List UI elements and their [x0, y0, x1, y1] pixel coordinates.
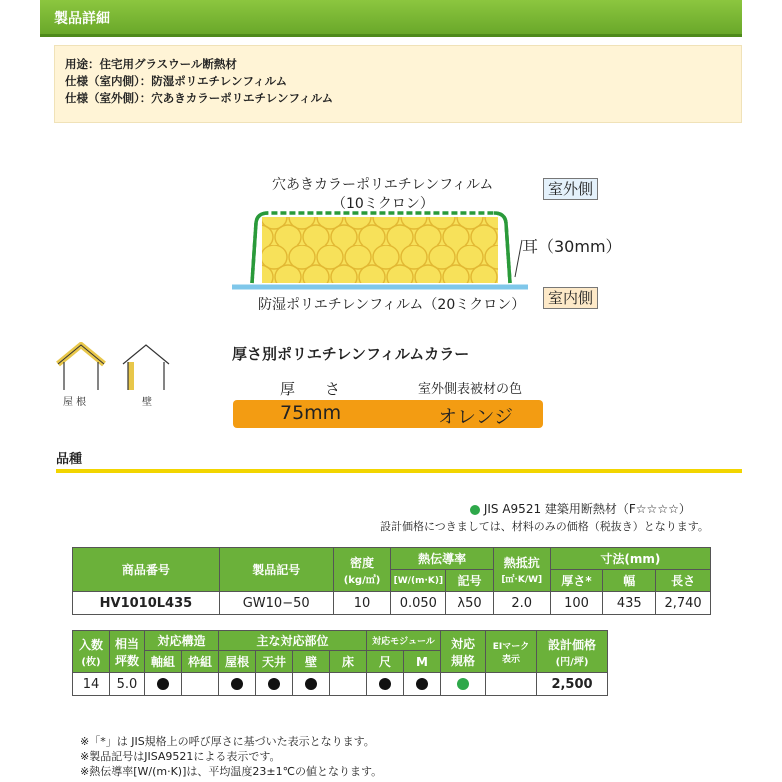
- th-size: 寸法(mm): [550, 548, 710, 570]
- th-width: 幅: [603, 570, 656, 592]
- cell-thermal: 0.050: [391, 592, 446, 615]
- th-floor: 床: [330, 651, 367, 673]
- jis-legend-icon: [470, 505, 480, 515]
- wall-mark-icon: [305, 678, 317, 690]
- note-1: ※「*」は JIS規格上の呼び厚さに基づいた表示となります。: [80, 735, 375, 748]
- section-header-title: 製品詳細: [54, 11, 110, 27]
- cell-ei: [486, 673, 537, 696]
- notes: [80, 734, 382, 779]
- th-thermal: 熱伝導率: [391, 548, 493, 570]
- th-waku: 枠組: [182, 651, 219, 673]
- th-thermal-unit: [W/(m·K)]: [391, 570, 446, 592]
- diagram-top-label: 穴あきカラーポリエチレンフィルム: [272, 177, 494, 193]
- cell-length: 2,740: [656, 592, 711, 615]
- cell-qty: 14: [73, 673, 110, 696]
- outdoor-label: 室外側: [543, 178, 598, 200]
- th-resist: 熱抵抗 [㎡·K/W]: [493, 548, 550, 592]
- spec-usage: 用途：住宅用グラスウール断熱材: [65, 57, 237, 71]
- color-thickness-value: 75mm: [280, 402, 342, 424]
- cell-product: HV1010L435: [73, 592, 220, 615]
- price-note: 設計価格につきましては、材料のみの価格（税抜き）となります。: [380, 520, 709, 533]
- th-roof: 屋根: [219, 651, 256, 673]
- color-col-thickness: 厚 さ: [280, 380, 341, 398]
- jis-mark-icon: [457, 678, 469, 690]
- cell-waku: [182, 673, 219, 696]
- spec-outdoor: 仕様（室外側）：穴あきカラーポリエチレンフィルム: [65, 91, 334, 105]
- cell-price: 2,500: [537, 673, 608, 696]
- section-rule: [56, 469, 742, 473]
- spec-indoor: 仕様（室内側）：防湿ポリエチレンフィルム: [65, 74, 288, 88]
- th-ei: EIマーク 表示: [486, 631, 537, 673]
- m-mark-icon: [416, 678, 428, 690]
- insulation-diagram: [232, 205, 532, 305]
- indoor-label: 室内側: [543, 287, 598, 309]
- ceiling-mark-icon: [268, 678, 280, 690]
- th-shaku: 尺: [367, 651, 404, 673]
- roof-house-icon: [55, 342, 107, 392]
- th-length: 長さ: [656, 570, 711, 592]
- cell-width: 435: [603, 592, 656, 615]
- jiku-mark-icon: [157, 678, 169, 690]
- shaku-mark-icon: [379, 678, 391, 690]
- th-parts: 主な対応部位: [219, 631, 367, 651]
- th-struct: 対応構造: [145, 631, 219, 651]
- th-code: 製品記号: [219, 548, 333, 592]
- spec-table: [72, 630, 608, 696]
- wall-house-icon: [120, 342, 172, 392]
- cell-symbol: λ50: [446, 592, 494, 615]
- wall-label: 壁: [142, 397, 152, 408]
- th-thick: 厚さ*: [550, 570, 603, 592]
- jis-legend: JIS A9521 建築用断熱材（F☆☆☆☆）: [483, 502, 691, 516]
- cell-code: GW10−50: [219, 592, 333, 615]
- spec-box: [54, 45, 742, 123]
- note-2: ※製品記号はJISA9521による表示です。: [80, 750, 281, 763]
- th-jiku: 軸組: [145, 651, 182, 673]
- diagram-top-sub: （10ミクロン）: [332, 196, 434, 212]
- roof-label: 屋 根: [63, 397, 87, 408]
- th-price: 設計価格 (円/坪): [537, 631, 608, 673]
- th-density: 密度 (kg/㎥): [333, 548, 391, 592]
- cell-tsubo: 5.0: [110, 673, 145, 696]
- th-qty: 入数 (枚): [73, 631, 110, 673]
- color-table-title: 厚さ別ポリエチレンフィルムカラー: [232, 345, 470, 363]
- th-tsubo: 相当 坪数: [110, 631, 145, 673]
- th-wall: 壁: [293, 651, 330, 673]
- ear-label: 耳（30mm）: [522, 237, 622, 256]
- diagram-bottom-label: 防湿ポリエチレンフィルム（20ミクロン）: [258, 297, 526, 313]
- th-symbol: 記号: [446, 570, 494, 592]
- roof-mark-icon: [231, 678, 243, 690]
- note-3: ※熱伝導率[W/(m·K)]は、平均温度23±1℃の値となります。: [80, 765, 383, 778]
- cell-floor: [330, 673, 367, 696]
- section-title: 品種: [56, 452, 83, 467]
- th-module: 対応モジュール: [367, 631, 441, 651]
- cell-thick: 100: [550, 592, 603, 615]
- section-header: [40, 0, 742, 37]
- th-std: 対応 規格: [441, 631, 486, 673]
- product-table: [72, 547, 711, 615]
- th-product: 商品番号: [73, 548, 220, 592]
- cell-resist: 2.0: [493, 592, 550, 615]
- color-value: オレンジ: [438, 406, 514, 428]
- th-m: M: [404, 651, 441, 673]
- cell-density: 10: [333, 592, 391, 615]
- color-col-color: 室外側表被材の色: [418, 382, 523, 397]
- th-ceiling: 天井: [256, 651, 293, 673]
